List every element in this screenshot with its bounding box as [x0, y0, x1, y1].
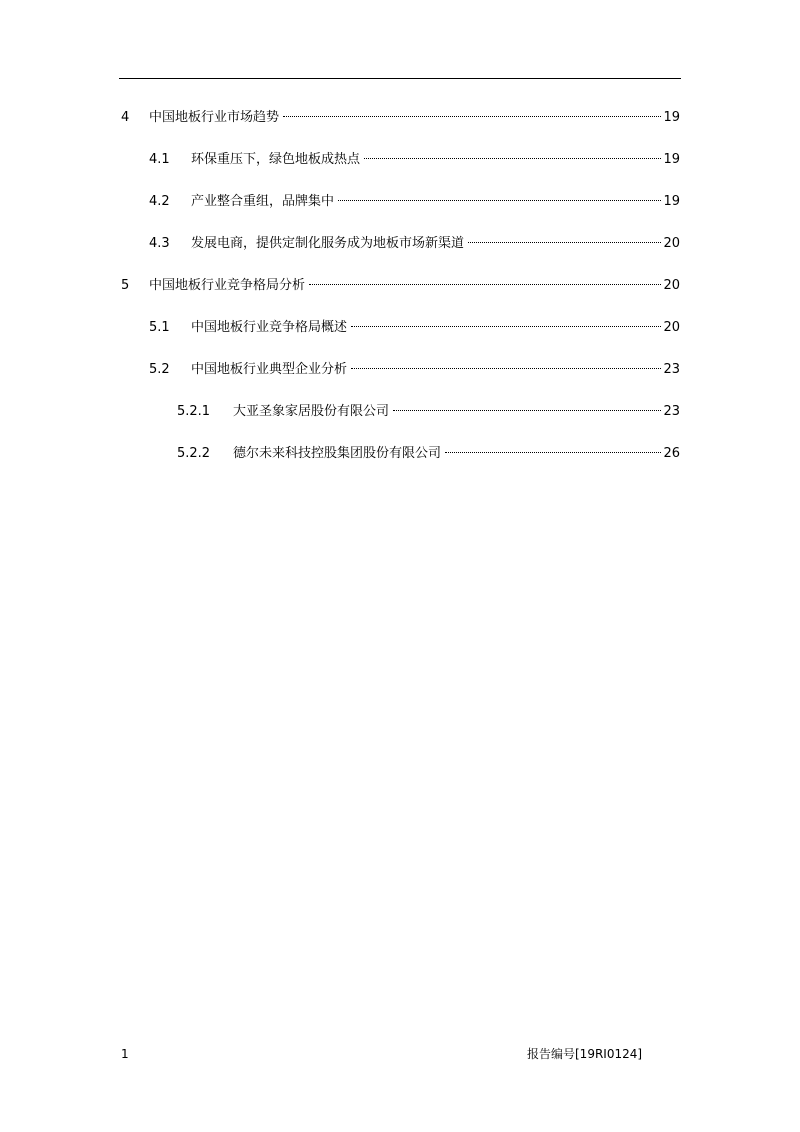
table-of-contents [0, 0, 800, 480]
toc-entry[interactable] [0, 234, 800, 254]
dot-leader [364, 158, 661, 159]
footer-report-number: 报告编号[19RI0124] [527, 1047, 643, 1061]
toc-entry-title[interactable]: 中国地板行业市场趋势 [149, 110, 280, 125]
dot-leader [468, 242, 661, 243]
toc-entry-page[interactable]: 20 [663, 320, 680, 335]
toc-entry-title[interactable]: 中国地板行业典型企业分析 [191, 362, 348, 377]
toc-entry-title[interactable]: 大亚圣象家居股份有限公司 [233, 404, 390, 419]
toc-entry-title[interactable]: 德尔未来科技控股集团股份有限公司 [233, 446, 442, 461]
toc-entry-number: 4.1 [149, 152, 170, 167]
footer-page-number: 1 [121, 1047, 129, 1061]
toc-entry[interactable] [0, 108, 800, 128]
toc-entry-number: 5 [121, 278, 130, 293]
toc-entry[interactable] [0, 150, 800, 170]
toc-entry-page[interactable]: 23 [663, 362, 680, 377]
toc-entry-number: 5.2.1 [177, 404, 211, 419]
dot-leader [351, 326, 661, 327]
toc-entry-title[interactable]: 产业整合重组，品牌集中 [191, 194, 335, 209]
dot-leader [338, 200, 661, 201]
toc-entry-title[interactable]: 中国地板行业竞争格局概述 [191, 320, 348, 335]
toc-entry-number: 4.3 [149, 236, 170, 251]
toc-entry-page[interactable]: 19 [663, 194, 680, 209]
toc-entry-page[interactable]: 20 [663, 278, 680, 293]
dot-leader [445, 452, 661, 453]
toc-entry-page[interactable]: 23 [663, 404, 680, 419]
toc-entry-number: 4 [121, 110, 130, 125]
toc-entry-title[interactable]: 中国地板行业竞争格局分析 [149, 278, 306, 293]
toc-entry[interactable] [0, 360, 800, 380]
toc-entry-page[interactable]: 20 [663, 236, 680, 251]
toc-entry[interactable] [0, 192, 800, 212]
dot-leader [393, 410, 661, 411]
dot-leader [283, 116, 661, 117]
toc-entry-title[interactable]: 发展电商，提供定制化服务成为地板市场新渠道 [191, 236, 465, 251]
toc-entry[interactable] [0, 402, 800, 422]
dot-leader [309, 284, 661, 285]
toc-entry[interactable] [0, 276, 800, 296]
toc-entry-number: 5.2 [149, 362, 170, 377]
toc-entry-title[interactable]: 环保重压下，绿色地板成热点 [191, 152, 361, 167]
dot-leader [351, 368, 661, 369]
toc-entry-number: 4.2 [149, 194, 170, 209]
toc-entry-number: 5.2.2 [177, 446, 211, 461]
toc-entry-page[interactable]: 19 [663, 110, 680, 125]
toc-entry[interactable] [0, 318, 800, 338]
toc-entry-page[interactable]: 26 [663, 446, 680, 461]
toc-entry-page[interactable]: 19 [663, 152, 680, 167]
toc-entry[interactable] [0, 444, 800, 464]
toc-entry-number: 5.1 [149, 320, 170, 335]
